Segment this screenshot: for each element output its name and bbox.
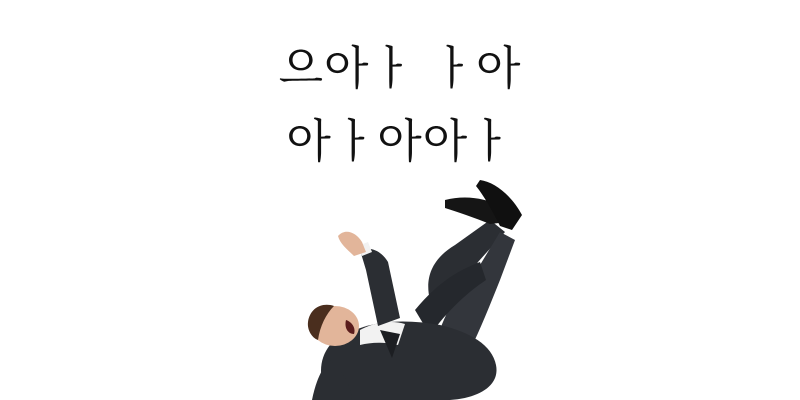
head <box>308 305 359 346</box>
shoes <box>445 180 522 230</box>
caption-line-2: 아ㅏ아아ㅏ <box>286 114 514 168</box>
caption-line-1: 으아ㅏ ㅏ아 <box>278 41 522 95</box>
